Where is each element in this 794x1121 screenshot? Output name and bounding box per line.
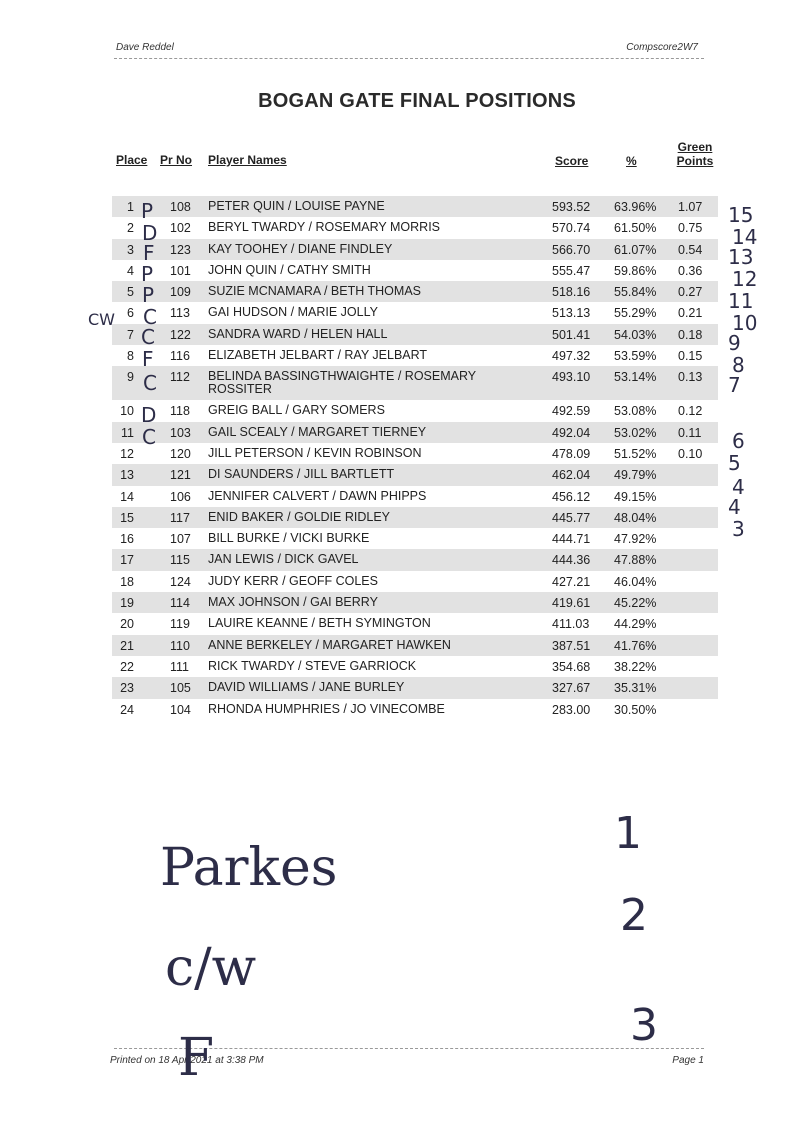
percent-cell: 38.22% [614, 659, 657, 674]
pair-number-cell: 119 [170, 617, 190, 632]
green-points-cell: 0.15 [678, 349, 703, 364]
score-cell: 444.71 [552, 532, 591, 547]
percent-cell: 59.86% [614, 263, 657, 278]
handwritten-green-number: 5 [728, 451, 741, 475]
handwritten-number-3: 3 [630, 1000, 658, 1051]
page-title: BOGAN GATE FINAL POSITIONS [258, 90, 576, 112]
score-cell: 444.36 [552, 553, 591, 568]
handwritten-cw: c/w [165, 938, 257, 998]
table-row [112, 443, 718, 464]
score-cell: 492.59 [552, 404, 591, 419]
table-row [112, 699, 718, 720]
score-cell: 513.13 [552, 306, 591, 321]
score-cell: 427.21 [552, 574, 591, 589]
pair-number-cell: 106 [170, 489, 191, 504]
pair-number-cell: 115 [170, 553, 190, 568]
table-row [112, 345, 718, 366]
player-names-cell: MAX JOHNSON / GAI BERRY [208, 595, 378, 610]
handwritten-row-mark: C [141, 325, 155, 349]
player-names-cell: JUDY KERR / GEOFF COLES [208, 573, 378, 588]
player-names-cell: PETER QUIN / LOUISE PAYNE [208, 199, 385, 213]
place-cell: 1 [127, 200, 134, 214]
table-row [112, 549, 718, 570]
score-cell: 566.70 [552, 242, 591, 257]
handwritten-green-number: 15 [728, 203, 754, 227]
table-row [112, 366, 718, 400]
percent-cell: 61.07% [614, 242, 657, 257]
handwritten-green-number: 13 [728, 245, 754, 269]
pair-number-cell: 116 [170, 349, 190, 364]
player-names-cell: BELINDA BASSINGTHWAIGHTE / ROSEMARY ROSSITER [208, 369, 476, 397]
pair-number-cell: 102 [170, 221, 191, 236]
table-row [112, 464, 718, 485]
player-names-cell: RICK TWARDY / STEVE GARRIOCK [208, 658, 417, 673]
place-cell: 16 [120, 532, 134, 547]
handwritten-row-mark: C [142, 425, 156, 449]
green-points-cell: 0.12 [678, 404, 703, 419]
pair-number-cell: 104 [170, 702, 191, 717]
green-points-cell: 0.13 [678, 370, 703, 385]
score-cell: 570.74 [552, 221, 591, 236]
place-cell: 8 [127, 349, 134, 364]
handwritten-row-mark: C [143, 371, 157, 395]
score-cell: 387.51 [552, 638, 591, 653]
pair-number-cell: 108 [170, 200, 191, 214]
percent-cell: 48.04% [614, 510, 657, 525]
place-cell: 12 [120, 446, 134, 461]
score-cell: 493.10 [552, 370, 591, 385]
place-cell: 18 [120, 574, 134, 589]
table-row [112, 422, 718, 443]
score-cell: 462.04 [552, 468, 591, 483]
handwritten-row-mark: D [142, 221, 158, 245]
player-names-cell: BERYL TWARDY / ROSEMARY MORRIS [208, 220, 441, 235]
green-points-cell: 0.18 [678, 327, 703, 342]
table-row [112, 324, 718, 345]
player-names-cell: GAI HUDSON / MARIE JOLLY [208, 305, 378, 320]
handwritten-row-mark: P [141, 262, 154, 286]
pair-number-cell: 114 [170, 596, 190, 611]
player-names-cell: GAIL SCEALY / MARGARET TIERNEY [208, 424, 427, 439]
score-cell: 419.61 [552, 596, 591, 611]
pair-number-cell: 110 [170, 638, 190, 653]
percent-cell: 53.02% [614, 425, 657, 440]
table-row [112, 592, 718, 613]
handwritten-green-number: 11 [728, 289, 754, 313]
score-cell: 283.00 [552, 702, 591, 717]
place-cell: 5 [127, 285, 134, 300]
table-row [112, 507, 718, 528]
score-cell: 593.52 [552, 200, 591, 214]
player-names-cell: RHONDA HUMPHRIES / JO VINECOMBE [208, 701, 445, 716]
percent-cell: 30.50% [614, 702, 657, 717]
column-header-green-points: Green Points [676, 140, 714, 168]
score-cell: 492.04 [552, 425, 591, 440]
player-names-cell: ELIZABETH JELBART / RAY JELBART [208, 348, 428, 363]
percent-cell: 46.04% [614, 574, 657, 589]
pair-number-cell: 120 [170, 446, 191, 461]
percent-cell: 53.08% [614, 404, 657, 419]
percent-cell: 53.14% [614, 370, 657, 385]
handwritten-green-number: 12 [732, 267, 758, 291]
place-cell: 15 [120, 510, 134, 525]
handwritten-row-mark: P [141, 199, 154, 223]
score-cell: 555.47 [552, 263, 591, 278]
green-points-cell: 0.36 [678, 263, 703, 278]
table-row [112, 571, 718, 592]
player-names-cell: LAUIRE KEANNE / BETH SYMINGTON [208, 616, 431, 631]
handwritten-row-mark: C [143, 305, 157, 329]
green-points-cell: 0.75 [678, 221, 703, 236]
score-cell: 327.67 [552, 681, 591, 696]
percent-cell: 54.03% [614, 327, 657, 342]
pair-number-cell: 122 [170, 327, 191, 342]
place-cell: 3 [127, 242, 134, 257]
player-names-cell: SANDRA WARD / HELEN HALL [208, 326, 388, 341]
player-names-cell: ANNE BERKELEY / MARGARET HAWKEN [208, 637, 451, 652]
column-header-player-names: Player Names [208, 153, 287, 167]
score-cell: 501.41 [552, 327, 591, 342]
pair-number-cell: 109 [170, 285, 191, 300]
handwritten-parkes: Parkes [160, 838, 338, 898]
header-filename: Compscore2W7 [626, 42, 698, 53]
handwritten-green-number: 4 [732, 475, 745, 499]
pair-number-cell: 117 [170, 510, 190, 525]
percent-cell: 44.29% [614, 617, 657, 632]
pair-number-cell: 112 [170, 370, 190, 385]
place-cell: 10 [120, 404, 134, 419]
score-cell: 354.68 [552, 659, 591, 674]
pair-number-cell: 101 [170, 263, 191, 278]
handwritten-green-number: 10 [732, 311, 758, 335]
percent-cell: 45.22% [614, 596, 657, 611]
percent-cell: 53.59% [614, 349, 657, 364]
table-row [112, 656, 718, 677]
place-cell: 7 [127, 327, 134, 342]
percent-cell: 55.29% [614, 306, 657, 321]
table-row [112, 528, 718, 549]
pair-number-cell: 123 [170, 242, 191, 257]
player-names-cell: GREIG BALL / GARY SOMERS [208, 403, 385, 418]
handwritten-f: F [178, 1028, 215, 1088]
green-points-cell: 1.07 [678, 200, 703, 214]
column-header-pair-number: Pr No [160, 153, 193, 167]
place-cell: 6 [127, 306, 134, 321]
place-cell: 24 [120, 702, 134, 717]
footer-divider [114, 1048, 704, 1049]
green-points-cell: 0.21 [678, 306, 703, 321]
handwritten-number-1: 1 [614, 808, 642, 859]
percent-cell: 47.88% [614, 553, 657, 568]
handwritten-number-2: 2 [620, 890, 648, 941]
score-cell: 478.09 [552, 446, 591, 461]
handwritten-green-number: 4 [728, 495, 741, 519]
score-cell: 411.03 [552, 617, 590, 632]
percent-cell: 41.76% [614, 638, 657, 653]
player-names-cell: BILL BURKE / VICKI BURKE [208, 531, 370, 546]
column-header-percent: % [626, 154, 637, 168]
place-cell: 2 [127, 221, 134, 236]
handwritten-green-number: 14 [732, 225, 758, 249]
percent-cell: 55.84% [614, 285, 657, 300]
column-header-place: Place [116, 153, 148, 167]
column-header-score: Score [555, 154, 589, 168]
place-cell: 21 [120, 638, 134, 653]
handwritten-green-number: 3 [732, 517, 745, 541]
green-points-cell: 0.54 [678, 242, 703, 257]
handwritten-cw-note: CW [88, 310, 115, 329]
handwritten-row-mark: F [143, 241, 155, 265]
player-names-cell: DI SAUNDERS / JILL BARTLETT [208, 467, 395, 482]
header-author: Dave Reddel [116, 42, 174, 53]
score-cell: 518.16 [552, 285, 591, 300]
player-names-cell: SUZIE MCNAMARA / BETH THOMAS [208, 284, 421, 299]
place-cell: 14 [120, 489, 134, 504]
pair-number-cell: 124 [170, 574, 191, 589]
footer-page-number: Page 1 [672, 1055, 704, 1066]
table-row [112, 400, 718, 421]
place-cell: 4 [127, 263, 134, 278]
score-cell: 456.12 [552, 489, 591, 504]
score-cell: 445.77 [552, 510, 591, 525]
handwritten-row-mark: D [141, 403, 157, 427]
pair-number-cell: 111 [170, 659, 190, 674]
pair-number-cell: 121 [170, 468, 191, 483]
handwritten-green-number: 8 [732, 353, 745, 377]
player-names-cell: DAVID WILLIAMS / JANE BURLEY [208, 680, 405, 695]
percent-cell: 49.15% [614, 489, 657, 504]
table-row [112, 635, 718, 656]
table-row [112, 217, 718, 238]
handwritten-green-number: 9 [728, 331, 741, 355]
green-points-cell: 0.27 [678, 285, 703, 300]
percent-cell: 51.52% [614, 446, 657, 461]
place-cell: 23 [120, 681, 134, 696]
place-cell: 20 [120, 617, 134, 632]
table-row [112, 260, 718, 281]
table-row [112, 486, 718, 507]
player-names-cell: JAN LEWIS / DICK GAVEL [208, 552, 359, 567]
handwritten-row-mark: P [142, 283, 155, 307]
pair-number-cell: 113 [170, 306, 190, 321]
table-row [112, 239, 718, 260]
green-points-cell: 0.11 [678, 425, 702, 440]
green-points-cell: 0.10 [678, 446, 703, 461]
table-row [112, 677, 718, 698]
table-row [112, 281, 718, 302]
player-names-cell: JENNIFER CALVERT / DAWN PHIPPS [208, 488, 427, 503]
place-cell: 19 [120, 596, 134, 611]
percent-cell: 49.79% [614, 468, 657, 483]
results-table [112, 196, 718, 720]
place-cell: 22 [120, 659, 134, 674]
handwritten-green-number: 7 [728, 373, 741, 397]
place-cell: 17 [120, 553, 134, 568]
table-row [112, 302, 718, 323]
pair-number-cell: 107 [170, 532, 191, 547]
pair-number-cell: 103 [170, 425, 191, 440]
percent-cell: 63.96% [614, 200, 657, 214]
pair-number-cell: 118 [170, 404, 190, 419]
percent-cell: 35.31% [614, 681, 657, 696]
player-names-cell: JOHN QUIN / CATHY SMITH [208, 262, 371, 277]
pair-number-cell: 105 [170, 681, 191, 696]
handwritten-green-number: 6 [732, 429, 745, 453]
player-names-cell: JILL PETERSON / KEVIN ROBINSON [208, 445, 422, 460]
header-divider [114, 58, 704, 59]
table-row [112, 613, 718, 634]
place-cell: 13 [120, 468, 134, 483]
player-names-cell: KAY TOOHEY / DIANE FINDLEY [208, 241, 393, 256]
player-names-cell: ENID BAKER / GOLDIE RIDLEY [208, 509, 390, 524]
footer-printed-date: Printed on 18 Apr 2021 at 3:38 PM [110, 1055, 264, 1066]
place-cell: 9 [127, 370, 134, 385]
place-cell: 11 [121, 425, 134, 440]
handwritten-row-mark: F [142, 347, 154, 371]
table-row [112, 196, 718, 217]
percent-cell: 47.92% [614, 532, 657, 547]
score-cell: 497.32 [552, 349, 591, 364]
percent-cell: 61.50% [614, 221, 657, 236]
